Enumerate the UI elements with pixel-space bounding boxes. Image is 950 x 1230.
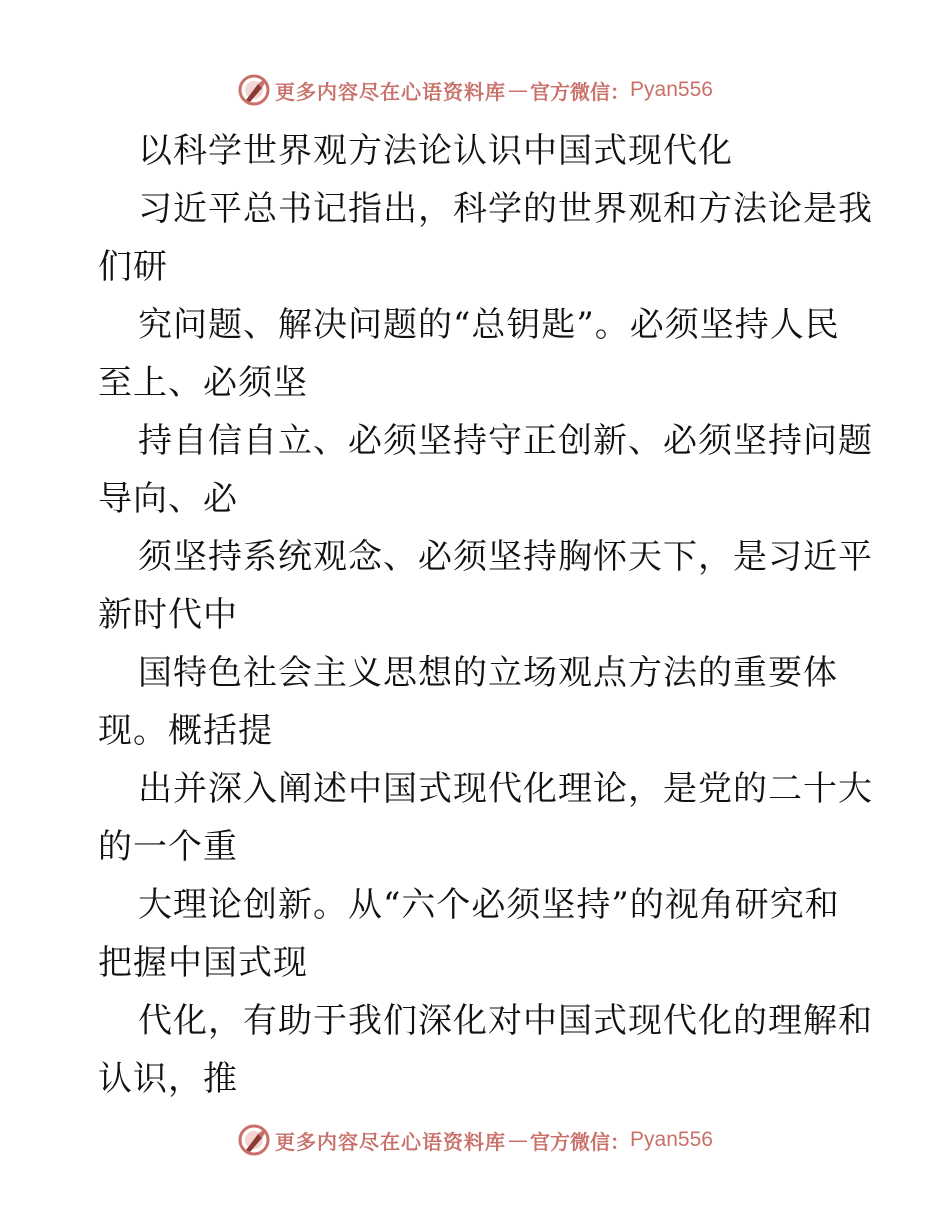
paragraph-line: 出并深入阐述中国式现代化理论，是党的二十大	[138, 769, 873, 809]
paragraph-line: 们研	[98, 247, 168, 287]
paragraph-line: 至上、必须坚	[98, 363, 308, 403]
document-body	[98, 122, 873, 1108]
header-banner	[0, 70, 950, 110]
pen-nib-circle-icon	[237, 1123, 271, 1157]
footer-separator: —	[508, 1128, 529, 1152]
header-separator: —	[508, 78, 529, 102]
paragraph-line: 究问题、解决问题的“总钥匙”。必须坚持人民	[138, 305, 840, 345]
document-title: 以科学世界观方法论认识中国式现代化	[138, 131, 733, 171]
header-banner-text: 更多内容尽在心语资料库	[275, 79, 507, 104]
footer-wechat-id: Pyan556	[630, 1128, 713, 1151]
paragraph-line: 导向、必	[98, 479, 238, 519]
paragraph-line: 国特色社会主义思想的立场观点方法的重要体	[138, 653, 838, 693]
header-wechat-label: 官方微信：	[530, 79, 631, 104]
paragraph-line: 现。概括提	[98, 711, 273, 751]
paragraph-line: 习近平总书记指出，科学的世界观和方法论是我	[138, 189, 873, 229]
paragraph-line: 认识，推	[98, 1059, 238, 1099]
pen-nib-circle-icon	[237, 73, 271, 107]
paragraph-line: 把握中国式现	[98, 943, 308, 983]
paragraph-line: 新时代中	[98, 595, 238, 635]
paragraph-line: 大理论创新。从“六个必须坚持”的视角研究和	[138, 885, 840, 925]
footer-banner	[0, 1120, 950, 1160]
paragraph-line: 须坚持系统观念、必须坚持胸怀天下，是习近平	[138, 537, 873, 577]
footer-wechat-label: 官方微信：	[530, 1129, 631, 1154]
header-wechat-id: Pyan556	[630, 78, 713, 101]
footer-banner-text: 更多内容尽在心语资料库	[275, 1129, 507, 1154]
paragraph-line: 代化，有助于我们深化对中国式现代化的理解和	[138, 1001, 873, 1041]
paragraph-line: 的一个重	[98, 827, 238, 867]
paragraph-line: 持自信自立、必须坚持守正创新、必须坚持问题	[138, 421, 873, 461]
